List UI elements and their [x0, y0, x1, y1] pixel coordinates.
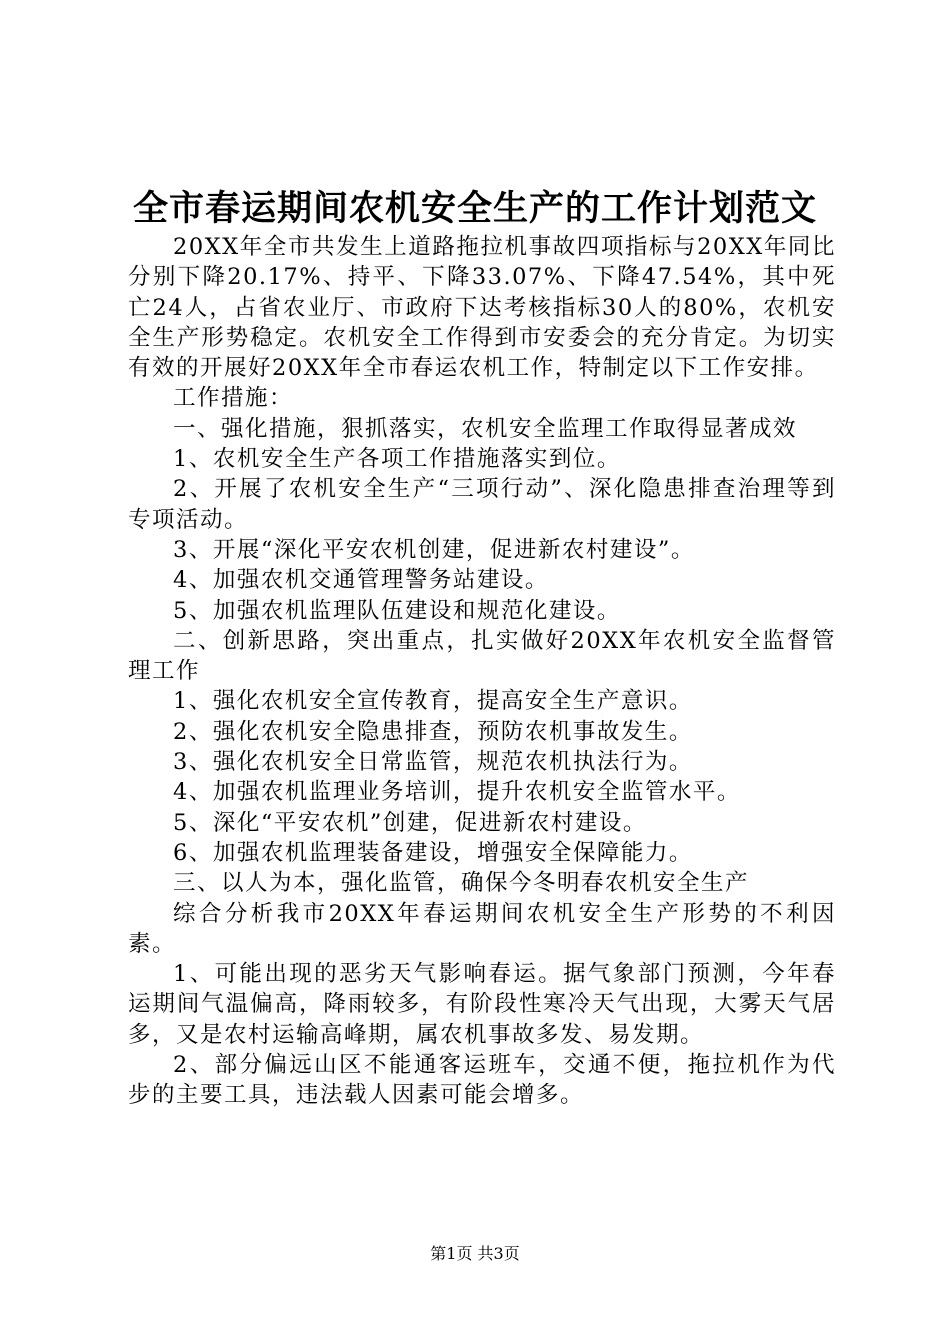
- list-item: 6、加强农机监理装备建设，增强安全保障能力。: [173, 839, 693, 866]
- list-item: 3、开展“深化平安农机创建，促进新农村建设”。: [173, 536, 695, 563]
- paragraph-analysis: 综合分析我市20XX年春运期间农机安全生产形势的不利因素。: [128, 900, 836, 957]
- document-body: [128, 232, 836, 1111]
- list-item: 5、深化“平安农机”创建，促进新农村建设。: [173, 809, 647, 836]
- document-title: 全市春运期间农机安全生产的工作计划范文: [132, 188, 817, 229]
- list-item: 1、强化农机安全宣传教育，提高安全生产意识。: [173, 688, 693, 715]
- list-item: 2、强化农机安全隐患排查，预防农机事故发生。: [173, 718, 693, 745]
- paragraph-intro: 20XX年全市共发生上道路拖拉机事故四项指标与20XX年同比分别下降20.17%、持平、下降33.07%、下降47.54%，其中死亡24人，占省农业厅、市政府下达考核指标30人的80%，农机安全生产形势稳定。农机安全工作得到市安委会的充分肯定。为切实有效的开展好20XX年全市春运农机工作，特制定以下工作安排。: [128, 234, 836, 382]
- page-footer: 第1页 共3页: [430, 1244, 520, 1263]
- list-item: 2、部分偏远山区不能通客运班车，交通不便，拖拉机作为代步的主要工具，违法载人因素可能会增多。: [128, 1052, 836, 1109]
- list-item: 2、开展了农机安全生产“三项行动”、深化隐患排查治理等到专项活动。: [128, 476, 836, 533]
- list-item: 1、可能出现的恶劣天气影响春运。据气象部门预测，今年春运期间气温偏高，降雨较多，有阶段性寒冷天气出现，大雾天气居多，又是农村运输高峰期，属农机事故多发、易发期。: [128, 961, 836, 1048]
- section-heading-3: 三、以人为本，强化监管，确保今冬明春农机安全生产: [173, 870, 750, 897]
- list-item: 4、加强农机监理业务培训，提升农机安全监管水平。: [173, 779, 741, 806]
- list-item: 4、加强农机交通管理警务站建设。: [173, 567, 549, 594]
- list-item: 5、加强农机监理队伍建设和规范化建设。: [173, 597, 621, 624]
- list-item: 1、农机安全生产各项工作措施落实到位。: [173, 446, 621, 473]
- list-item: 3、强化农机安全日常监管，规范农机执法行为。: [173, 749, 693, 776]
- section-heading-1: 一、强化措施，狠抓落实，农机安全监理工作取得显著成效: [173, 415, 798, 442]
- section-heading-2: 二、创新思路，突出重点，扎实做好20XX年农机安全监督管理工作: [128, 627, 836, 685]
- paragraph-measures-heading: 工作措施：: [173, 385, 294, 412]
